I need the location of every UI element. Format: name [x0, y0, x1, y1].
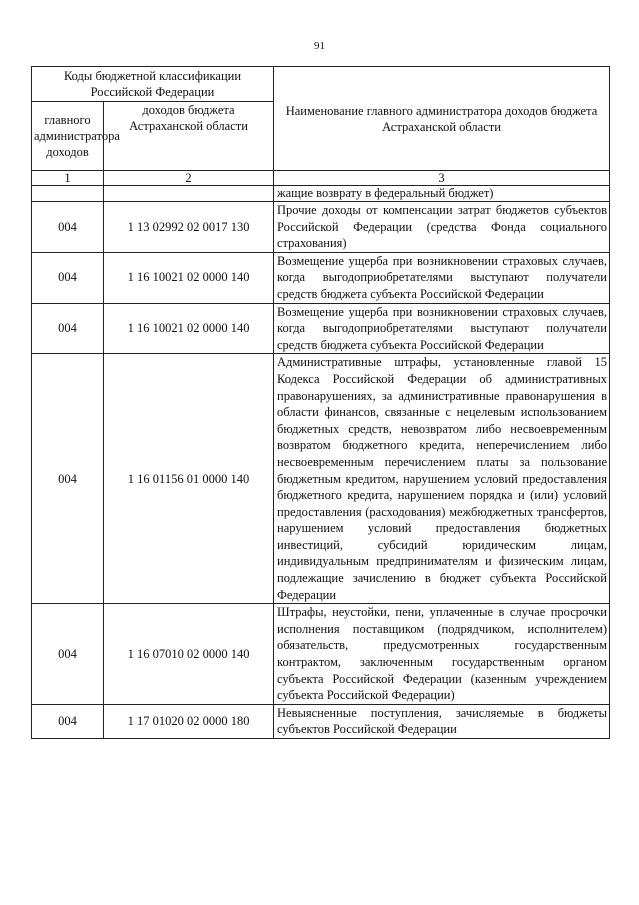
col-number-3: 3 [274, 171, 610, 186]
revenue-name: Невыясненные поступления, зачисляемые в бюджеты субъектов Российской Федерации [274, 704, 610, 738]
admin-code: 004 [32, 354, 104, 604]
revenue-name: Возмещение ущерба при возникновении страховых случаев, когда выгодоприобретателями выступают получатели средств бюджета субъекта Российской Федерации [274, 303, 610, 354]
admin-code: 004 [32, 303, 104, 354]
header-col2-title: доходов бюджета Астраханской области [104, 102, 274, 171]
header-col1-title: главного администратора доходов [32, 102, 104, 171]
admin-code: 004 [32, 202, 104, 253]
col-number-2: 2 [104, 171, 274, 186]
table-row [32, 303, 610, 354]
income-code: 1 16 10021 02 0000 140 [104, 303, 274, 354]
admin-code: 004 [32, 704, 104, 738]
income-code: 1 17 01020 02 0000 180 [104, 704, 274, 738]
income-code: 1 16 07010 02 0000 140 [104, 604, 274, 705]
income-code: 1 13 02992 02 0017 130 [104, 202, 274, 253]
revenue-name: Административные штрафы, установленные главой 15 Кодекса Российской Федерации об административных правонарушениях, за административные правонарушения в области финансов, связанные с нецелевым использованием бюджетных средств, невозвратом либо несвоевременным возвратом бюджетного кредита, неперечислением либо несвоевременным перечислением платы за пользование бюджетным кредитом, нарушением условий предоставления бюджетного кредита, нарушением порядка и (или) условий предоставления (расходования) межбюджетных трансфертов, нарушением условий предоставления бюджетных инвестиций, субсидий юридическим лицам, индивидуальным предпринимателям и физическим лицам, подлежащие зачислению в бюджет субъекта Российской Федерации [274, 354, 610, 604]
revenue-name: Штрафы, неустойки, пени, уплаченные в случае просрочки исполнения поставщиком (подрядчиком, исполнителем) обязательств, предусмотренных государственным контрактом, заключенным государственным органом субъекта Российской Федерации (казенным учреждением субъекта Российской Федерации) [274, 604, 610, 705]
table-row [32, 354, 610, 604]
table-row [32, 252, 610, 303]
continuation-text: жащие возврату в федеральный бюджет) [274, 186, 610, 202]
revenue-name: Возмещение ущерба при возникновении страховых случаев, когда выгодоприобретателями выступают получатели средств бюджета субъекта Российской Федерации [274, 252, 610, 303]
table-row [32, 604, 610, 705]
col-number-1: 1 [32, 171, 104, 186]
continuation-row [32, 186, 610, 202]
header-row-group [32, 67, 610, 102]
header-group-title: Коды бюджетной классификации Российской Федерации [32, 67, 274, 102]
header-col3-title: Наименование главного администратора доходов бюджета Астраханской области [274, 67, 610, 171]
continuation-code [104, 186, 274, 202]
admin-code: 004 [32, 252, 104, 303]
page-number: 91 [314, 40, 325, 52]
table-row [32, 202, 610, 253]
admin-code: 004 [32, 604, 104, 705]
revenue-name: Прочие доходы от компенсации затрат бюджетов субъектов Российской Федерации (средства Фонда социального страхования) [274, 202, 610, 253]
column-number-row [32, 171, 610, 186]
table-row [32, 704, 610, 738]
continuation-admin [32, 186, 104, 202]
income-code: 1 16 01156 01 0000 140 [104, 354, 274, 604]
income-code: 1 16 10021 02 0000 140 [104, 252, 274, 303]
budget-classification-table [31, 66, 610, 739]
